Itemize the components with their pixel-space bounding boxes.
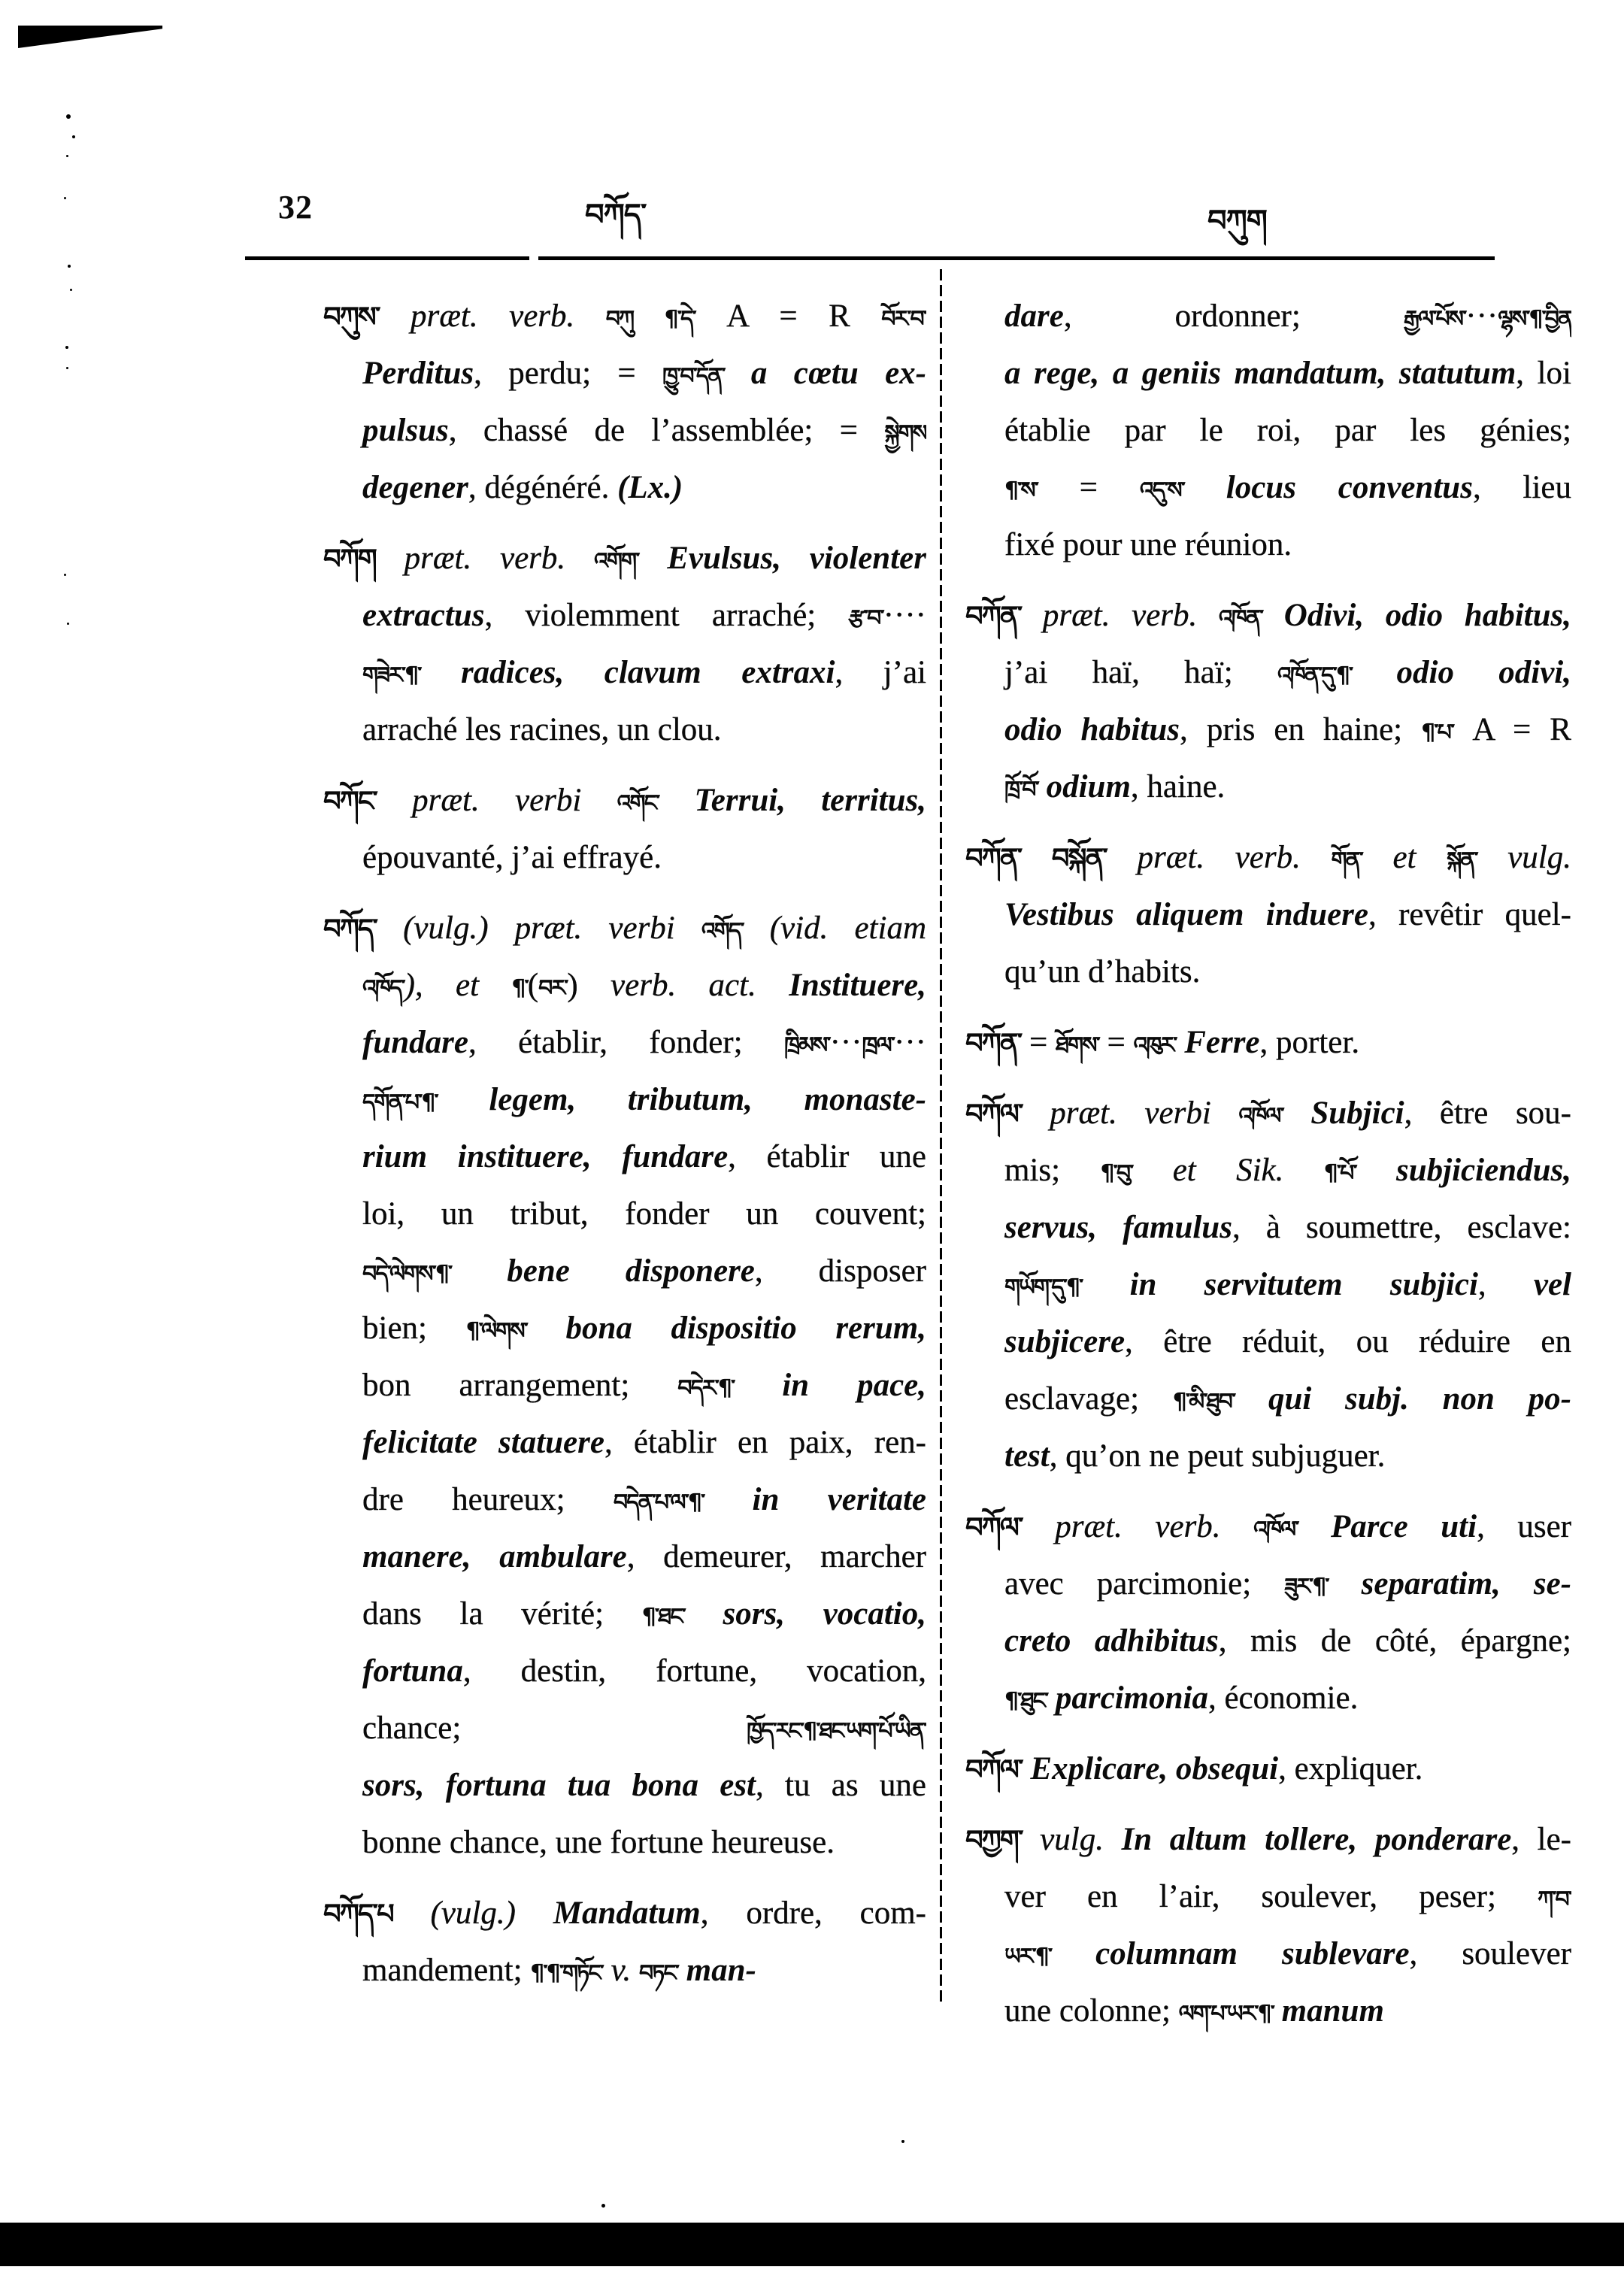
entry-line — [323, 1129, 926, 1186]
latin-text: bene disponere — [451, 1253, 755, 1289]
label-italic: ), et — [404, 968, 512, 1003]
french-text: dre heureux; — [362, 1482, 614, 1517]
label-italic: præt. verb. — [1021, 598, 1219, 633]
dictionary-entry — [323, 1885, 926, 1999]
latin-text: separatim, se- — [1328, 1566, 1571, 1602]
tibetan-text: ¶་དེ་ — [664, 306, 695, 332]
french-text — [1023, 1751, 1031, 1787]
entry-line — [965, 829, 1571, 886]
scan-artifact-top-left-ink — [18, 26, 162, 48]
latin-text: dare — [1004, 299, 1064, 334]
latin-text: subjiciendus, — [1356, 1153, 1571, 1188]
entry-line — [965, 1014, 1571, 1071]
latin-text: fundare — [362, 1025, 468, 1060]
entry-line — [965, 1741, 1571, 1798]
french-text: ··· — [1465, 299, 1498, 334]
entry-line — [323, 1071, 926, 1129]
entry-line — [323, 1186, 926, 1243]
latin-text: Parce uti — [1298, 1509, 1477, 1544]
header-rule-right — [538, 256, 1495, 260]
latin-text: a cœtu ex- — [724, 356, 926, 391]
latin-text: degener — [362, 470, 468, 505]
latin-text: odio odivi, — [1352, 655, 1571, 690]
entry-line — [323, 530, 926, 587]
french-text: ···· — [883, 598, 926, 633]
tibetan-text: འཁོད་ — [362, 975, 404, 1002]
tibetan-text: ཐོགས་ — [1055, 1032, 1099, 1059]
entry-line — [323, 459, 926, 517]
latin-text: rium instituere, fundare — [362, 1139, 729, 1174]
latin-text: Vestibus aliquem induere — [1004, 897, 1368, 932]
french-text: A = R — [695, 299, 882, 334]
tibetan-text: ¶་¶་གཏོང་ — [530, 1960, 603, 1987]
tibetan-text: ཁྲོ་བོ་ — [1004, 777, 1038, 803]
french-text: une colonne; — [1004, 1993, 1179, 2029]
french-text: , être réduit, ou réduire en — [1125, 1324, 1571, 1359]
french-text: , ordonner; — [1063, 299, 1404, 334]
latin-text: Ferre — [1176, 1025, 1260, 1060]
latin-text: Subjici — [1283, 1096, 1404, 1131]
french-text: , expliquer. — [1278, 1751, 1423, 1787]
ink-speck — [65, 346, 68, 349]
entry-line — [323, 772, 926, 829]
entry-line — [323, 900, 926, 957]
tibetan-text: བདེར་¶་ — [677, 1375, 735, 1402]
french-text: , dégénéré. — [468, 470, 618, 505]
tibetan-text: སྐོན་ — [1447, 847, 1477, 874]
french-text: , demeurer, marcher — [626, 1539, 926, 1574]
entry-line — [965, 1085, 1571, 1142]
french-text: , économie. — [1207, 1680, 1359, 1716]
tibetan-headword: བཀོལ་ — [965, 1511, 1023, 1544]
entry-line — [965, 1428, 1571, 1485]
latin-text: columnam sublevare — [1051, 1936, 1410, 1971]
label-italic: præt. verbi — [376, 783, 617, 818]
french-text: , chassé de l’assemblée; = — [448, 413, 885, 448]
tibetan-text: གཟེར་¶་ — [362, 662, 421, 689]
french-text: loi, un tribut, fonder un couvent; — [362, 1196, 926, 1232]
dictionary-entry — [323, 288, 926, 517]
french-text: , — [1477, 1267, 1534, 1302]
latin-text: man- — [677, 1953, 756, 1988]
tibetan-headword: བཀོང་ — [323, 785, 377, 817]
tibetan-headword: བཀོག — [323, 543, 376, 575]
label-italic: præt. verb. — [375, 541, 594, 576]
ink-speck — [66, 114, 71, 119]
french-text: , être sou- — [1404, 1096, 1571, 1131]
french-text: arraché les racines, un clou. — [362, 712, 722, 747]
tibetan-text: ¶་ — [511, 975, 528, 1002]
entry-line — [323, 345, 926, 402]
latin-text: Mandatum — [553, 1896, 701, 1931]
label-italic: v. — [602, 1953, 639, 1988]
french-text: bonne chance, une fortune heureuse. — [362, 1825, 835, 1860]
dictionary-entry — [965, 1014, 1571, 1071]
latin-text: parcimonia — [1047, 1680, 1208, 1716]
ink-speck — [601, 2204, 605, 2208]
entry-line — [965, 1256, 1571, 1314]
entry-line — [965, 702, 1571, 759]
dictionary-entry — [965, 587, 1571, 816]
dictionary-entry — [965, 1085, 1571, 1485]
french-text: , tu as une — [756, 1768, 926, 1803]
french-text: ··· — [829, 1025, 862, 1060]
label-italic: et Sik. — [1132, 1153, 1324, 1188]
entry-line — [323, 957, 926, 1014]
entry-line — [965, 1199, 1571, 1256]
entry-line — [323, 1814, 926, 1871]
ink-speck — [64, 574, 66, 576]
label-italic: (vulg.) — [392, 1896, 553, 1931]
french-text: mandement; — [362, 1953, 531, 1988]
entry-line — [323, 1643, 926, 1700]
tibetan-text: ཡར་¶་ — [1004, 1944, 1052, 1970]
dictionary-entry — [965, 1499, 1571, 1727]
entry-line — [965, 517, 1571, 574]
tibetan-text: འདུ་ས་ — [1139, 477, 1184, 504]
latin-text: Terrui, territus, — [659, 783, 926, 818]
french-text: , loi — [1516, 356, 1571, 391]
latin-text: sors, fortuna tua bona est — [362, 1768, 756, 1803]
column-divider-rule — [940, 269, 942, 2006]
entry-line — [965, 345, 1571, 402]
tibetan-text: ¶་ལེགས་ — [465, 1318, 527, 1344]
french-text: établie par le roi, par les génies; — [1004, 413, 1571, 448]
tibetan-text: ཟུར་¶་ — [1284, 1574, 1329, 1600]
french-text: , pris en haine; — [1179, 712, 1422, 747]
ink-speck — [72, 135, 75, 138]
latin-text: manum — [1273, 1993, 1384, 2029]
french-text: , destin, fortune, vocation, — [462, 1653, 926, 1689]
latin-text: odio habitus — [1004, 712, 1180, 747]
label-italic: et — [1362, 840, 1447, 875]
french-text: , soulever — [1409, 1936, 1571, 1971]
label-italic: vulg. — [1022, 1822, 1122, 1857]
entry-line — [965, 402, 1571, 459]
latin-text: In altum tollere, ponderare — [1121, 1822, 1512, 1857]
entry-line — [323, 829, 926, 886]
tibetan-text: དགོན་པ་¶་ — [362, 1089, 438, 1116]
left-column — [323, 288, 926, 2013]
french-text: , violemment arraché; — [484, 598, 849, 633]
latin-text: pulsus — [362, 413, 449, 448]
entry-line — [965, 1926, 1571, 1983]
french-text — [1021, 840, 1052, 875]
tibetan-text: ¶་པ་ — [1421, 720, 1454, 746]
tibetan-text: གཡོག་དུ་¶་ — [1004, 1274, 1083, 1301]
latin-text: extractus — [362, 598, 485, 633]
french-text: , revêtir quel- — [1368, 897, 1571, 932]
ink-speck — [64, 197, 66, 199]
tibetan-text: འཁོན་ — [1218, 605, 1263, 632]
entry-line — [323, 288, 926, 345]
french-text: , à soumettre, esclave: — [1232, 1210, 1571, 1245]
french-text: qu’un d’habits. — [1004, 954, 1201, 989]
entry-line — [965, 1613, 1571, 1670]
entry-line — [965, 1983, 1571, 2040]
french-text: , qu’on ne peut subjuguer. — [1049, 1438, 1386, 1474]
tibetan-text: རྒྱལ་པོས་ — [1403, 306, 1466, 332]
ink-speck — [68, 265, 71, 268]
latin-text: a rege, a geniis mandatum, statutum — [1004, 356, 1516, 391]
entry-line — [323, 1014, 926, 1071]
tibetan-text: འགོད་ — [701, 918, 744, 944]
running-head-right-tibetan: བཀུག — [1207, 204, 1267, 238]
latin-text: fortuna — [362, 1653, 463, 1689]
entry-line — [965, 1670, 1571, 1727]
tibetan-text: འཁོལ་ — [1238, 1103, 1283, 1129]
header-rule-left — [245, 256, 529, 260]
dictionary-entry — [965, 829, 1571, 1001]
ink-speck — [901, 2140, 904, 2143]
label-italic: præt. verb. — [1106, 840, 1332, 875]
label-italic: (vulg.) præt. verbi — [376, 911, 701, 946]
tibetan-text: འཁུར་ — [1133, 1032, 1177, 1059]
french-text: , établir, fonder; — [468, 1025, 784, 1060]
tibetan-text: ¶་བུ་ — [1100, 1160, 1133, 1186]
tibetan-text: བཏང་ — [639, 1960, 678, 1987]
latin-text: felicitate statuere — [362, 1425, 604, 1460]
latin-text: Instituere, — [789, 968, 926, 1003]
running-head-left-tibetan: བཀོད་ — [585, 198, 647, 232]
entry-line — [323, 1757, 926, 1814]
entry-line — [323, 1529, 926, 1586]
latin-text: manere, ambulare — [362, 1539, 627, 1574]
french-text: bon arrangement; — [362, 1368, 678, 1403]
french-text: ( — [527, 968, 539, 1003]
latin-text: test — [1004, 1438, 1050, 1474]
entry-line — [965, 644, 1571, 702]
french-text: , disposer — [754, 1253, 926, 1289]
tibetan-text: ¶་ཐུང་ — [1004, 1688, 1048, 1714]
french-text: bien; — [362, 1311, 466, 1346]
entry-line — [965, 587, 1571, 644]
french-text: avec parcimonie; — [1004, 1566, 1285, 1602]
entry-line — [323, 1471, 926, 1529]
french-text: , établir en paix, ren- — [604, 1425, 926, 1460]
tibetan-headword: བཀོན་ — [965, 600, 1022, 632]
french-text: A = R — [1453, 712, 1571, 747]
tibetan-text: ¶་པོ་ — [1323, 1160, 1356, 1186]
ink-speck — [66, 367, 68, 369]
latin-text: creto adhibitus — [1004, 1623, 1219, 1659]
entry-line — [965, 288, 1571, 345]
tibetan-text: བཀུ — [605, 306, 634, 332]
french-text: , lieu — [1472, 470, 1571, 505]
french-text: = — [1098, 1025, 1134, 1060]
latin-text: servus, famulus — [1004, 1210, 1232, 1245]
page-number: 32 — [278, 189, 313, 226]
latin-text: sors, vocatio, — [684, 1596, 926, 1632]
entry-line — [965, 1499, 1571, 1556]
entry-line — [965, 944, 1571, 1001]
french-text: , le- — [1511, 1822, 1571, 1857]
tibetan-text: ཁྱུ་བ་དོན་ — [662, 363, 725, 389]
tibetan-text: འགོང་ — [617, 790, 659, 817]
scan-artifact-bottom-border — [0, 2223, 1624, 2266]
tibetan-text: ལྷས་¶་བྱིན — [1498, 306, 1571, 332]
tibetan-headword: བཀྱག་ — [965, 1824, 1023, 1856]
dictionary-entry — [965, 1741, 1571, 1798]
entry-line — [965, 759, 1571, 816]
label-italic: verb. act. — [611, 968, 789, 1003]
tibetan-text: གོན་ — [1331, 847, 1362, 874]
tibetan-headword: བཀོད་ — [323, 913, 377, 945]
latin-text: bona dispositio rerum, — [526, 1311, 926, 1346]
tibetan-text: བར་ — [538, 975, 568, 1002]
tibetan-text: འཁོན་དུ་¶་ — [1277, 662, 1353, 689]
latin-text: subjicere — [1004, 1324, 1126, 1359]
entry-line — [323, 1700, 926, 1757]
tibetan-text: འགོག་ — [593, 548, 639, 574]
entry-line — [323, 1243, 926, 1300]
french-text: , porter. — [1259, 1025, 1360, 1060]
tibetan-text: ¶་མི་ཐུབ་ — [1172, 1389, 1235, 1415]
entry-line — [323, 1414, 926, 1471]
ink-speck — [66, 155, 68, 157]
dictionary-entry — [323, 900, 926, 1871]
tibetan-headword: བཀོལ་ — [965, 1753, 1023, 1786]
entry-line — [323, 1885, 926, 1942]
latin-text: Evulsus, violenter — [638, 541, 926, 576]
tibetan-text: ཁྱོད་རང་¶་ཐང་ཡག་པོ་ཡིན་ — [747, 1718, 926, 1744]
dictionary-entry — [323, 530, 926, 759]
dictionary-entry — [323, 772, 926, 886]
tibetan-text: འཁོལ་ — [1253, 1517, 1298, 1543]
french-text: mis; — [1004, 1153, 1101, 1188]
french-text: , mis de côté, épargne; — [1218, 1623, 1571, 1659]
tibetan-headword: བསྐོན་ — [1051, 842, 1107, 874]
ink-speck — [70, 289, 72, 291]
french-text: esclavage; — [1004, 1381, 1173, 1417]
tibetan-text: ¶་ཐང་ — [641, 1604, 685, 1630]
entry-line — [323, 1357, 926, 1414]
label-italic: præt. verbi — [1022, 1096, 1239, 1131]
latin-text: in veritate — [704, 1482, 926, 1517]
latin-text: locus conventus — [1183, 470, 1473, 505]
entry-line — [323, 1300, 926, 1357]
entry-line — [965, 1142, 1571, 1199]
tibetan-headword: བཀོན་ — [965, 1027, 1022, 1059]
entry-line — [965, 1811, 1571, 1868]
tibetan-text: ¶་ས་ — [1004, 477, 1038, 504]
tibetan-headword: བཀོལ་ — [965, 1098, 1023, 1130]
french-text: = — [1037, 470, 1140, 505]
french-text: = — [1021, 1025, 1056, 1060]
tibetan-headword: བཀུས་ — [323, 301, 380, 333]
french-text: dans la vérité; — [362, 1596, 642, 1632]
latin-text: in servitutem subjici — [1082, 1267, 1478, 1302]
latin-text: Odivi, odio habitus, — [1262, 598, 1571, 633]
entry-line — [323, 644, 926, 702]
latin-text: radices, clavum extraxi — [420, 655, 835, 690]
tibetan-text: ཁྲིམས་ — [783, 1032, 830, 1059]
latin-text: odium — [1038, 769, 1131, 805]
tibetan-headword: བཀོད་པ — [323, 1898, 393, 1930]
latin-text: in pace, — [734, 1368, 926, 1403]
french-text: , établir une — [728, 1139, 926, 1174]
latin-text: (Lx.) — [617, 470, 683, 505]
latin-text: Perditus — [362, 356, 474, 391]
label-italic: præt. verb. — [379, 299, 606, 334]
tibetan-text: ཁྲལ་ — [862, 1032, 895, 1059]
french-text: , ordre, com- — [700, 1896, 926, 1931]
label-italic: præt. verb. — [1022, 1509, 1254, 1544]
tibetan-text: ཀ་བ་ — [1538, 1887, 1571, 1913]
right-column — [965, 288, 1571, 2053]
tibetan-headword: བཀོན་ — [965, 842, 1022, 874]
entry-line — [323, 402, 926, 459]
tibetan-text: བདེན་པ་ལ་¶་ — [613, 1490, 704, 1516]
latin-text: legem, tributum, monaste- — [437, 1082, 926, 1117]
entry-line — [323, 702, 926, 759]
french-text: , j’ai — [835, 655, 926, 690]
french-text: fixé pour une réunion. — [1004, 527, 1292, 562]
french-text: ) — [567, 968, 611, 1003]
entry-line — [965, 1868, 1571, 1926]
tibetan-text: ལག་པ་ཡར་¶་ — [1178, 2001, 1274, 2027]
entry-line — [323, 1586, 926, 1643]
tibetan-text: བོར་བ་ — [881, 306, 926, 332]
latin-text: vel — [1533, 1267, 1571, 1302]
french-text: , user — [1477, 1509, 1571, 1544]
label-italic: vulg. — [1477, 840, 1571, 875]
latin-text: qui subj. non po- — [1235, 1381, 1571, 1417]
tibetan-text: སྐྱེགས — [884, 420, 926, 447]
entry-line — [965, 459, 1571, 517]
latin-text: Explicare, obsequi — [1030, 1751, 1279, 1787]
entry-line — [965, 1371, 1571, 1428]
french-text: j’ai haï, haï; — [1004, 655, 1277, 690]
entry-line — [965, 1314, 1571, 1371]
french-text — [633, 299, 665, 334]
entry-line — [965, 886, 1571, 944]
dictionary-entry — [965, 1811, 1571, 2040]
label-italic: (vid. etiam — [743, 911, 926, 946]
entry-line — [965, 1556, 1571, 1613]
tibetan-text: བདེ་ལེགས་¶་ — [362, 1261, 452, 1287]
dictionary-entry — [965, 288, 1571, 574]
french-text: ··· — [894, 1025, 926, 1060]
french-text: , perdu; = — [474, 356, 663, 391]
entry-line — [323, 587, 926, 644]
french-text: , haine. — [1130, 769, 1226, 805]
french-text: chance; — [362, 1711, 747, 1746]
french-text: épouvanté, j’ai effrayé. — [362, 840, 662, 875]
french-text: ver en l’air, soulever, peser; — [1004, 1879, 1538, 1914]
tibetan-text: རྩ་བ་ — [848, 605, 883, 632]
entry-line — [323, 1942, 926, 1999]
ink-speck — [67, 623, 69, 625]
